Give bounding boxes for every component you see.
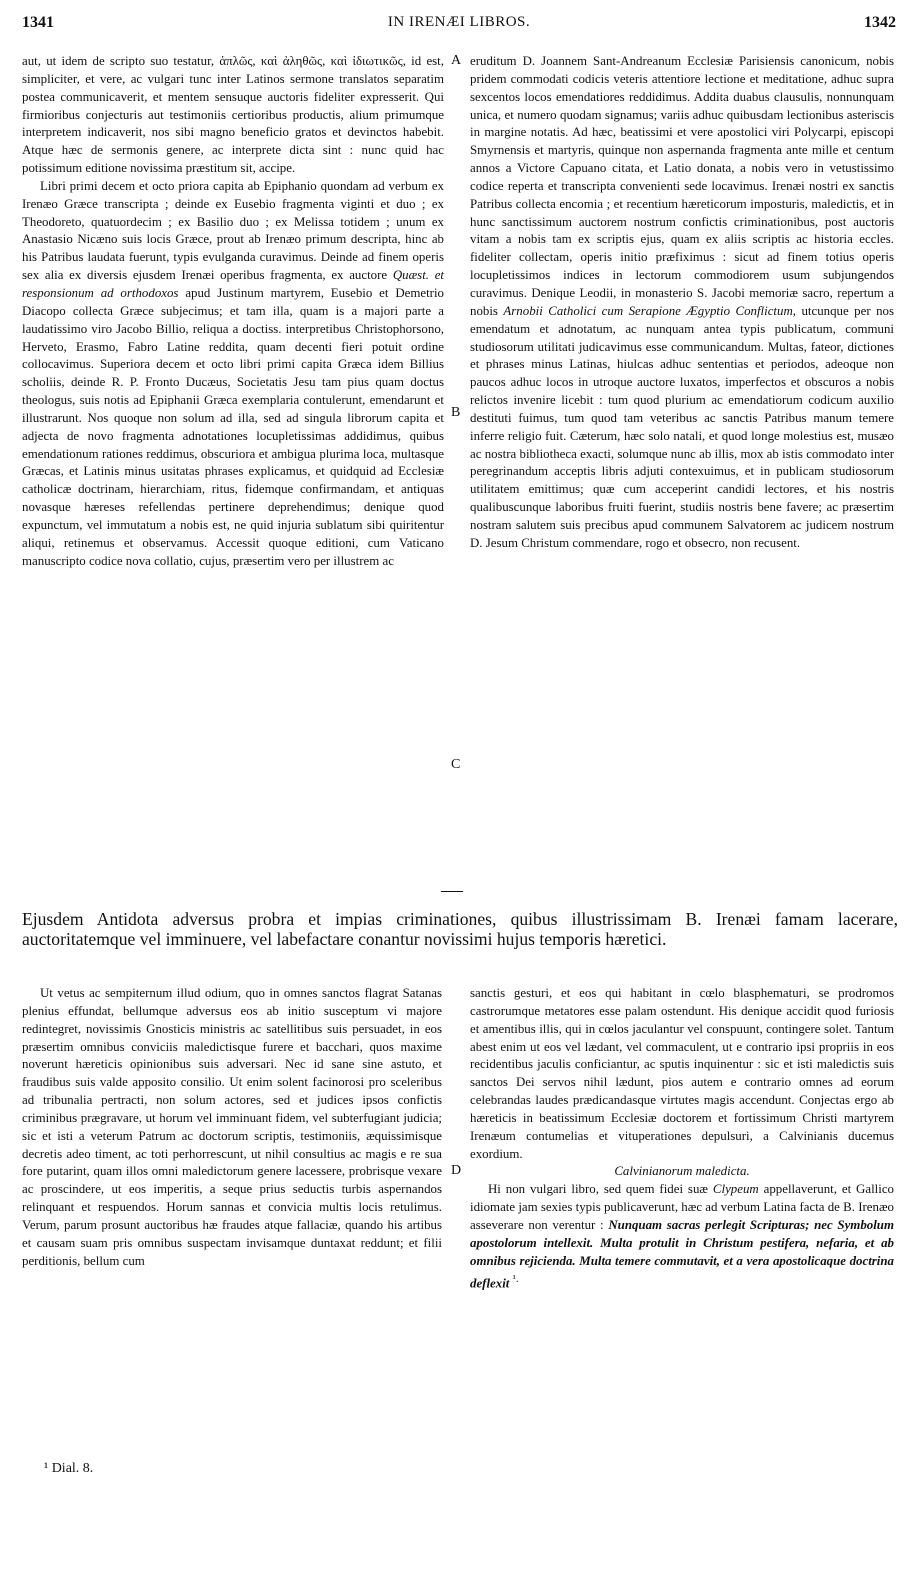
margin-marker-c: C xyxy=(451,757,461,772)
text-run: appellaverunt, et Gallico idiomate jam sexies typis publicaverunt, hæc ad verbum Latina facta de B. Irenæo asseverare non verentur : xyxy=(470,1182,894,1232)
paragraph: Ut vetus ac sempiternum illud odium, quo in omnes sanctos flagrat Satanas plenius effundat, bellumque adversus eos ab initio susceptum vi majore redintegret, novissimis Gnosticis ministris ac satellitibus suis persuadet, in eos præsertim omnibus conviciis maledictisque furere et bacchari, quos maxime noverunt hæreticis opinionibus suis adversari. Nec id sane sine astuto, et fraudibus suis valde apposito consilio. Ut enim solent facinorosi pro sceleribus ad tribunalia pertracti, non solum actores, sed et judices ipsos confictis criminibus prægravare, ut horum vel imminuant fidem, vel subterfugiant judicia; sic et isti a veterum Patrum ac doctorum scriptis, testimoniis, æquissimisque decretis adeo timent, ac toti perhorrescunt, ut nihil consultius ac magis e re sua fore putarint, quam illos omni maledictorum genere lacessere, probrisque vexare ac proscindere, ut eos imperitis, a seque prius seductis turbis aspernandos relinquant et respuendos. Horum sannas et convicia multis locis retulimus. Verum, parum prosunt auctoribus hæ fraudes atque fallaciæ, quando his artibus et causam suam pris omnibus suspectam invisamque duntaxat reddunt; et filii perditionis, bellum cum xyxy=(22,986,442,1268)
column-lower-right xyxy=(470,985,894,1293)
section-heading: Ejusdem Antidota adversus probra et impias criminationes, quibus illustrissimam B. Irenæi famam lacerare, auctoritatemque vel imminuere, vel labefactare conantur novissimi hujus temporis hæretici. xyxy=(22,909,898,949)
text-run: Libri primi decem et octo priora capita ab Epiphanio quondam ad verbum ex Irenæo Græce transcripta ; deinde ex Eusebio fragmenta viginti et duo ; ex Theodoreto, quatuordecim ; ex Basilio duo ; ex Melissa totidem ; unum ex Anastasio Nicæno suis locis Græce, prout ab Irenæo primum descripta, hinc ab his Patribus laudata fuerunt, typis evulganda curavimus. Deinde ad finem operis sex alia ex diversis ejusdem Irenæi operibus fragmenta, ex auctore xyxy=(22,178,444,283)
text-run: utcunque per nos emendatum et adnotatum, ac nunquam antea typis publicatum, communi studiosorum utilitati judicavimus esse communicandum. Multas, fateor, dictiones et phrases minus Latinas, hiulcas adhuc sententias et periodos, adeoque non paucos adhuc locos in utroque auctore luxatos, imperfectos et obscuros a nobis relictos invenire licebit : tum quod plurium ac emendatiorum codicum auxilio destituti fuimus, tum quod tam veteribus ac sanctis Patribus manum temere inferre religio fuit. Cæterum, hæc solo natali, et quod longe molestius est, musæo ac nostra bibliotheca exacti, solumque nunc ab illis, mox ab istis commodato inter peregrinandum acceptis libris adjuti contexuimus, et in publicam studiosorum utilitatem emittimus; quæ cum acceperint candidi lectores, et his nostris qualibuscunque laboribus fruiti fuerint, studiis nostris bene favere; ac præsertim nostram salutem suis precibus apud communem Salvatorem ac judicem nostrum D. Jesum Christum commendare, rogo et obsecro, non recusent. xyxy=(470,303,894,550)
page-number-left: 1341 xyxy=(22,14,54,31)
running-title: IN IRENÆI LIBROS. xyxy=(387,14,531,30)
text-run: Hi non vulgari libro, sed quem fidei suæ xyxy=(488,1182,708,1197)
text-run: apud Justinum martyrem, Eusebio et Demetrio Diacopo collecta Græce subjecimus; et tam illa, quam is a majori parte a laudatissimo viro Jacobo Billio, reliqua a doctiss. interpretibus Christophorsono, Herveto, Erasmo, Fabro Latine reddita, quam decenti fieri potuit ordine collocavimus. Superiora decem et octo libri primi capita Græca idem Billius scholiis, deinde R. P. Fronto Ducæus, Societatis Jesu tam pius quam doctus theologus, suis notis ad Epiphanii Græca exemplaria contulerunt, emendarunt et illustrarunt. Nos quoque non solum ad illa, sed ad singula librorum capita et adjecta de novo fragmenta adnotationes locupletissimas addidimus, quibus emendationum rationes reddimus, obscuriora et ambigua plurima loca, multasque Græcas, et Latinis minus usitatas phrases explicamus, et quidquid ad Ecclesiæ catholicæ doctrinam, hierarchiam, ritus, fidemque confirmandam, et antiquas novasque hæreses refellendas pertinere deprehendimus; denique quod expunctum, vel immutatum a nobis est, ne quid injuria sublatum sibi quiritentur aliqui, retinemus et observamus. Accessit quoque editioni, cum Vaticano manuscripto codice nova collatio, cujus, præsertim vero per illustrem ac xyxy=(22,285,445,568)
page-header xyxy=(22,14,896,36)
margin-marker-d: D xyxy=(451,1163,462,1178)
subheading: Calvinianorum maledicta. xyxy=(614,1164,750,1179)
paragraph xyxy=(470,1181,894,1292)
margin-marker-b: B xyxy=(451,405,461,420)
italic-title: Quæst. et responsionum ad orthodoxos xyxy=(22,268,444,300)
text-run: eruditum D. Joannem Sant-Andreanum Ecclesiæ Parisiensis canonicum, nobis pridem commodati codicis veteris attentiore lectione et meditatione, adhuc supra sexcentos locos emendatiores reddidimus. Addita duabus clausulis, nonnunquam unica, et numero quodam signamus; variis adhuc quibusdam lectionibus asteriscis in margine notatis. Ad hæc, beatissimi et vere apostolici viri Polycarpi, episcopi Smyrnensis et martyris, quinque non aspernanda fragmenta ante mille et centum annos a Victore Capuano citata, et Latio donata, a nobis vero in vetustissimo codice reperta et transcripta convenienti sede locavimus. Irenæi nostri ex sanctis Patribus collecta encomia ; et recentium hæreticorum imposturis, maledictis, et in hunc sanctissimum auctorem nostrum confictis criminationibus, post auctoris vitam a nobis tam ex scriptis ejus, quam ex aliis scriptis ac historia eccles. fideliter collectam, operis initio præfiximus : sicut ad finem totius operis locupletissimos indices in lectorum commodiorem usum subjungendos curavimus. Denique Leodii, in monasterio S. Jacobi memoriæ sacro, repertum a nobis xyxy=(470,54,894,318)
paragraph xyxy=(470,53,894,553)
paragraph xyxy=(22,178,444,571)
paragraph: aut, ut idem de scripto suo testatur, ἁπλῶς, καὶ ἀληθῶς, καὶ ἰδιωτικῶς, id est, simpliciter, et vere, ac vulgari tunc inter Latinos sermone translatos separatim postea communicaverit, et mentem sensuque auctoris fideliter expresserit. Qui firmioribus conjecturis aut testimoniis certioribus productis, alium primumque interpretem indicaverit, nos sibi magno beneficio gratos et devinctos habebit. Atque hæc de sermonis genere, ac interprete dicta sint : nunc quid hac potissimum editione novissima præstitum sit, accipe. xyxy=(22,54,444,176)
column-upper-left xyxy=(22,53,444,570)
paragraph: sanctis gesturi, et eos qui habitant in cœlo blasphematuri, se prodromos castrorumque metatores esse palam ostendunt. His denique accidit quod furiosis et amentibus illis, qui in cœlos jaculantur vel conspuunt, contingere solet. Tantum abest enim ut eos vel lædant, vel commaculent, ut e contrario ipsi propriis in eos recidentibus jaculis conficiantur, ac sputis inquinentur : sic et isti maledictis suis sanctos Dei servos nihil lædunt, pios autem e contrario omnes ad eorum celebrandas laudes prædicandasque virtutes magis accendunt. Conjectas ergo ab hæreticis in beatissimum Ecclesiæ doctorem et fortissimum Christi martyrem Irenæum contumelias et vituperationes depulsuri, a Calvinianis ducemus exordium. xyxy=(470,986,894,1161)
italic-title: Clypeum xyxy=(712,1182,759,1197)
footnote-reference: ¹. xyxy=(512,1272,519,1285)
page-number-right: 1342 xyxy=(864,14,896,31)
margin-marker-a: A xyxy=(451,53,462,68)
italic-quotation: Nunquam sacras perlegit Scripturas; nec Symbolum apostolorum intellexit. Multa protulit in Christum pestifera, nefaria, et ab omnibus rejicienda. Multa temere commutavit, et a vera apostolicaque doctrina deflexit xyxy=(470,1217,894,1290)
footnote: ¹ Dial. 8. xyxy=(44,1461,94,1476)
column-lower-left xyxy=(22,985,442,1271)
column-upper-right xyxy=(470,53,894,553)
italic-title: Arnobii Catholici cum Serapione Ægyptio Conflictum, xyxy=(503,303,796,318)
separator-rule xyxy=(441,891,463,892)
